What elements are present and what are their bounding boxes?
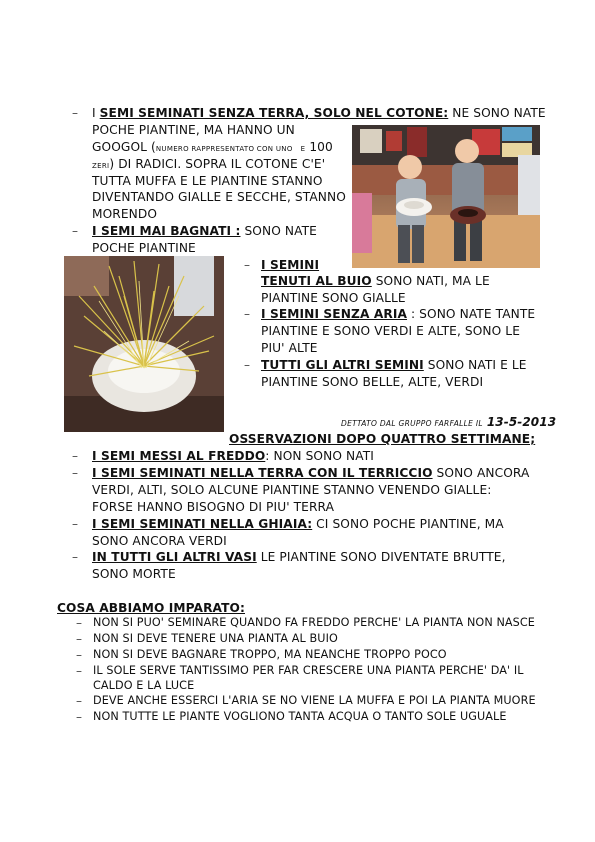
bullet-dash: –	[244, 258, 250, 272]
text-line: MORENDO	[92, 207, 158, 221]
classroom-children-photo	[352, 125, 540, 268]
bullet-dash: –	[72, 224, 78, 238]
section-title: OSSERVAZIONI DOPO QUATTRO SETTIMANE;	[229, 432, 536, 446]
text-line: TUTTA MUFFA E LE PIANTINE STANNO	[92, 174, 323, 188]
bullet-dash: –	[76, 648, 82, 662]
observation-heading: I SEMI MESSI AL FREDDO	[92, 449, 266, 463]
lesson-item: IL SOLE SERVE TANTISSIMO PER FAR CRESCERE UNA PIANTA PERCHE' DA' IL	[93, 664, 524, 677]
observation-heading: I SEMI MAI BAGNATI :	[92, 224, 241, 238]
observation-line: I SEMI SEMINATI NELLA TERRA CON IL TERRICCIO SONO ANCORA	[92, 466, 530, 480]
bullet-dash: –	[72, 517, 78, 531]
text-line: DIVENTANDO GIALLE E SECCHE, STANNO	[92, 190, 346, 204]
section-title: COSA ABBIAMO IMPARATO:	[57, 601, 245, 615]
dictation-date: 13-5-2013	[486, 415, 557, 429]
text-line: POCHE PIANTINE	[92, 241, 196, 255]
bullet-dash: –	[72, 449, 78, 463]
lesson-item: NON TUTTE LE PIANTE VOGLIONO TANTA ACQUA O TANTO SOLE UGUALE	[93, 710, 507, 723]
text-line: POCHE PIANTINE, MA HANNO UN	[92, 123, 295, 137]
sprouts-cotton-photo	[64, 256, 224, 432]
text-line: PIANTINE SONO BELLE, ALTE, VERDI	[261, 375, 484, 389]
observation-line: I SEMI SEMINATI NELLA GHIAIA: CI SONO POCHE PIANTINE, MA	[92, 517, 504, 531]
bullet-dash: –	[72, 466, 78, 480]
observation-line	[261, 257, 319, 274]
text-line: GOOGOL (NUMERO RAPPRESENTATO CON UNO E 100	[92, 140, 333, 154]
lesson-item: NON SI DEVE TENERE UNA PIANTA AL BUIO	[93, 632, 338, 645]
text-line: PIU' ALTE	[261, 341, 318, 355]
bullet-dash: –	[76, 710, 82, 724]
observation-heading: I SEMI SEMINATI NELLA GHIAIA:	[92, 517, 313, 531]
text-line: FORSE HANNO BISOGNO DI PIU' TERRA	[92, 500, 335, 514]
observation-line: I SEMI SEMINATI SENZA TERRA, SOLO NEL COTONE: NE SONO NATE	[92, 106, 546, 120]
dictation-line: DETTATO DAL GRUPPO FARFALLE IL 13-5-2013	[341, 415, 557, 429]
observation-line: I SEMI MAI BAGNATI : SONO NATE	[92, 224, 317, 238]
bullet-dash: –	[244, 307, 250, 321]
lesson-item: DEVE ANCHE ESSERCI L'ARIA SE NO VIENE LA MUFFA E POI LA PIANTA MUORE	[93, 694, 536, 707]
text-line: ZERI) DI RADICI. SOPRA IL COTONE C'E'	[92, 157, 326, 171]
lesson-item: CALDO E LA LUCE	[93, 679, 195, 692]
observation-heading: SEMI SEMINATI SENZA TERRA, SOLO NEL COTONE:	[99, 106, 449, 120]
bullet-dash: –	[76, 616, 82, 630]
text-line: SONO ANCORA VERDI	[92, 534, 227, 548]
bullet-dash: –	[76, 664, 82, 678]
bullet-dash: –	[72, 550, 78, 564]
observation-line: I SEMI MESSI AL FREDDO: NON SONO NATI	[92, 449, 374, 463]
observation-heading: I SEMI SEMINATI NELLA TERRA CON IL TERRICCIO	[92, 466, 433, 480]
observation-heading: IN TUTTI GLI ALTRI VASI	[92, 550, 257, 564]
bullet-dash: –	[76, 694, 82, 708]
observation-heading: I SEMINI	[261, 258, 320, 272]
bullet-dash: –	[72, 106, 78, 120]
bullet-dash: –	[244, 358, 250, 372]
text-line: PIANTINE SONO GIALLE	[261, 291, 406, 305]
text-line: VERDI, ALTI, SOLO ALCUNE PIANTINE STANNO VENENDO GIALLE:	[92, 483, 492, 497]
observation-line: IN TUTTI GLI ALTRI VASI LE PIANTINE SONO DIVENTATE BRUTTE,	[92, 550, 506, 564]
bullet-dash: –	[76, 632, 82, 646]
observation-line: I SEMINI SENZA ARIA : SONO NATE TANTE	[261, 307, 536, 321]
observation-heading: TUTTI GLI ALTRI SEMINI	[261, 358, 424, 372]
text-line: TENUTI AL BUIO SONO NATI, MA LE	[261, 274, 490, 288]
lesson-item: NON SI PUO' SEMINARE QUANDO FA FREDDO PERCHE' LA PIANTA NON NASCE	[93, 616, 535, 629]
text-line: SONO MORTE	[92, 567, 176, 581]
lesson-item: NON SI DEVE BAGNARE TROPPO, MA NEANCHE TROPPO POCO	[93, 648, 447, 661]
observation-heading: I SEMINI SENZA ARIA	[261, 307, 408, 321]
text-line: PIANTINE E SONO VERDI E ALTE, SONO LE	[261, 324, 520, 338]
observation-heading: TENUTI AL BUIO	[261, 274, 372, 288]
observation-line: TUTTI GLI ALTRI SEMINI SONO NATI E LE	[261, 358, 527, 372]
